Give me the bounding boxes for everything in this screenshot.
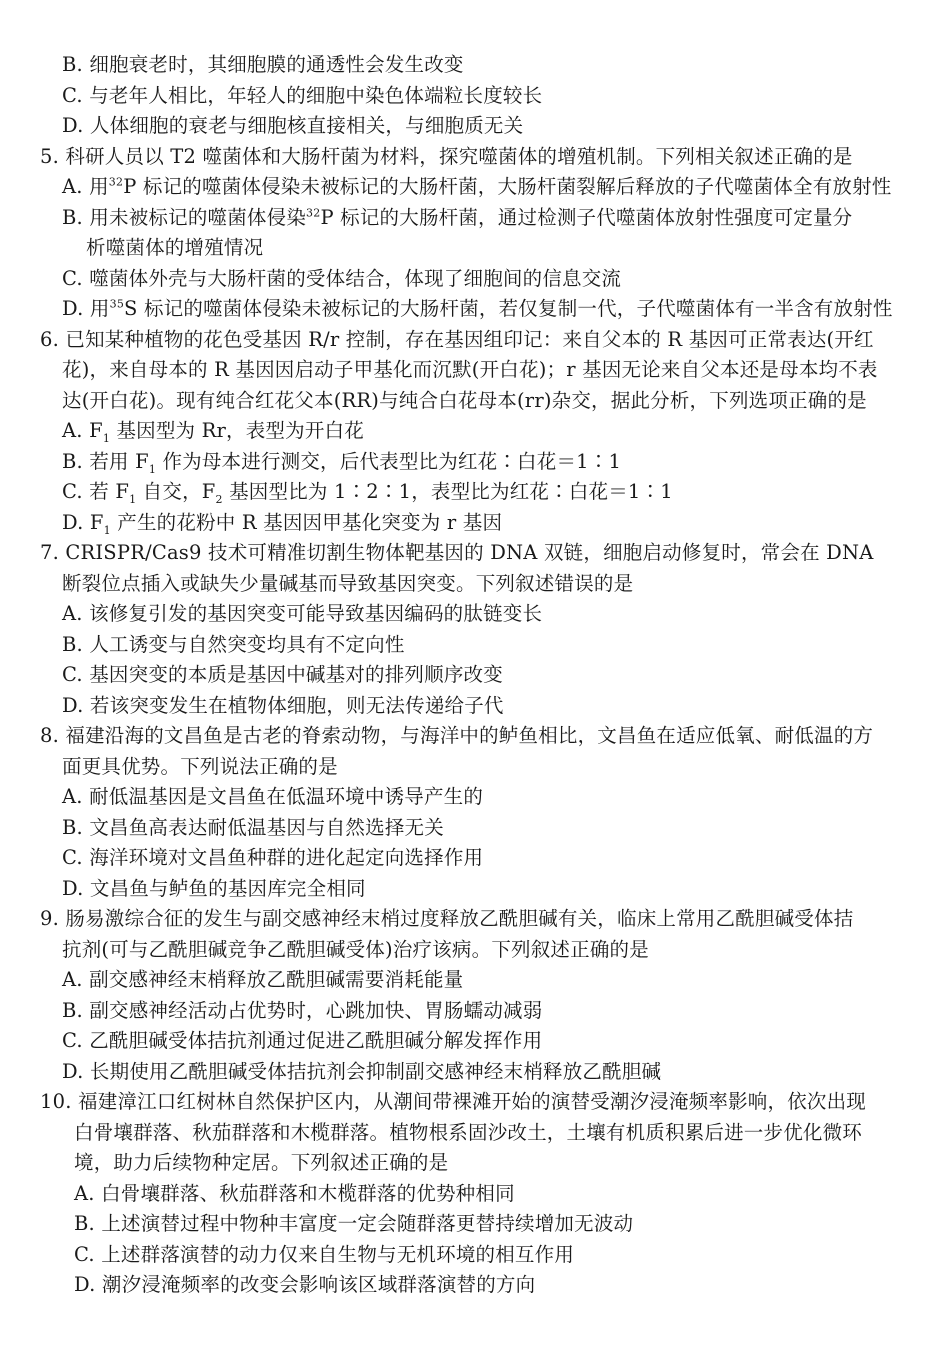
q9-stem-2: 抗剂(可与乙酰胆碱竞争乙酰胆碱受体)治疗该病。下列叙述正确的是	[62, 938, 649, 961]
q10-option-b: B. 上述演替过程中物种丰富度一定会随群落更替持续增加无波动	[74, 1212, 634, 1235]
q9-stem-1: 9. 肠易激综合征的发生与副交感神经末梢过度释放乙酰胆碱有关，临床上常用乙酰胆碱受体拮	[40, 907, 854, 930]
q9-option-d: D. 长期使用乙酰胆碱受体拮抗剂会抑制副交感神经末梢释放乙酰胆碱	[62, 1060, 662, 1083]
q6-option-c-sub1: 1	[129, 492, 137, 506]
q6-option-a-pre: A. F	[62, 419, 103, 442]
q5-option-a-pre: A. 用	[62, 175, 109, 198]
q6-stem-2: 花)，来自母本的 R 基因因启动子甲基化而沉默(开白花)；r 基因无论来自父本还是母本均不表	[62, 358, 878, 381]
prev-option-c: C. 与老年人相比，年轻人的细胞中染色体端粒长度较长	[62, 84, 543, 107]
q6-option-a	[62, 416, 364, 446]
q5-option-d	[62, 294, 893, 324]
q8-option-b: B. 文昌鱼高表达耐低温基因与自然选择无关	[62, 816, 444, 839]
q8-stem-2: 面更具优势。下列说法正确的是	[62, 755, 338, 778]
q10-stem-2: 白骨壤群落、秋茄群落和木榄群落。植物根系固沙改土，土壤有机质积累后进一步优化微环	[74, 1121, 863, 1144]
q7-option-d: D. 若该突变发生在植物体细胞，则无法传递给子代	[62, 694, 504, 717]
q6-option-d-sub: 1	[103, 523, 111, 537]
q5-option-b-sup: 32	[306, 206, 321, 220]
prev-option-b: B. 细胞衰老时，其细胞膜的通透性会发生改变	[62, 53, 464, 76]
q6-option-b-sub: 1	[148, 462, 157, 476]
q8-option-c: C. 海洋环境对文昌鱼种群的进化起定向选择作用	[62, 846, 484, 869]
q6-option-c-pre: C. 若 F	[62, 480, 130, 503]
q6-option-c-mid: 自交，F	[136, 480, 216, 503]
q10-stem-3: 境，助力后续物种定居。下列叙述正确的是	[74, 1151, 449, 1174]
q5-option-a	[62, 172, 892, 202]
q5-option-b-pre: B. 用未被标记的噬菌体侵染	[62, 206, 307, 229]
q5-stem: 5. 科研人员以 T2 噬菌体和大肠杆菌为材料，探究噬菌体的增殖机制。下列相关叙述正确的是	[40, 145, 853, 168]
q6-option-d-post: 产生的花粉中 R 基因因甲基化突变为 r 基因	[110, 511, 503, 534]
q6-option-b-pre: B. 若用 F	[62, 450, 149, 473]
q5-option-d-post: S 标记的噬菌体侵染未被标记的大肠杆菌，若仅复制一代，子代噬菌体有一半含有放射性	[124, 297, 893, 320]
q6-option-c-sub2: 2	[215, 492, 223, 506]
q8-stem-1: 8. 福建沿海的文昌鱼是古老的脊索动物，与海洋中的鲈鱼相比，文昌鱼在适应低氧、耐低温的方	[40, 724, 874, 747]
q5-option-b-post: P 标记的大肠杆菌，通过检测子代噬菌体放射性强度可定量分	[320, 206, 853, 229]
q6-option-b	[62, 447, 621, 477]
q9-option-b: B. 副交感神经活动占优势时，心跳加快、胃肠蠕动减弱	[62, 999, 543, 1022]
q7-option-b: B. 人工诱变与自然突变均具有不定向性	[62, 633, 405, 656]
q9-option-a: A. 副交感神经末梢释放乙酰胆碱需要消耗能量	[62, 968, 464, 991]
q5-option-a-post: P 标记的噬菌体侵染未被标记的大肠杆菌，大肠杆菌裂解后释放的子代噬菌体全有放射性	[123, 175, 892, 198]
q7-option-a: A. 该修复引发的基因突变可能导致基因编码的肽链变长	[62, 602, 543, 625]
q7-stem-2: 断裂位点插入或缺失少量碱基而导致基因突变。下列叙述错误的是	[62, 572, 634, 595]
q10-stem-1: 10. 福建漳江口红树林自然保护区内，从潮间带裸滩开始的演替受潮汐浸淹频率影响，依次出现	[40, 1090, 867, 1113]
q5-option-b	[62, 203, 852, 233]
q9-option-c: C. 乙酰胆碱受体拮抗剂通过促进乙酰胆碱分解发挥作用	[62, 1029, 543, 1052]
q6-stem-1: 6. 已知某种植物的花色受基因 R/r 控制，存在基因组印记：来自父本的 R 基因可正常表达(开红	[40, 328, 874, 351]
q7-option-c: C. 基因突变的本质是基因中碱基对的排列顺序改变	[62, 663, 503, 686]
q5-option-c: C. 噬菌体外壳与大肠杆菌的受体结合，体现了细胞间的信息交流	[62, 267, 622, 290]
q5-option-b-cont: 析噬菌体的增殖情况	[86, 236, 264, 259]
q10-option-d: D. 潮汐浸淹频率的改变会影响该区域群落演替的方向	[74, 1273, 536, 1296]
q6-option-d-pre: D. F	[62, 511, 104, 534]
prev-option-d: D. 人体细胞的衰老与细胞核直接相关，与细胞质无关	[62, 114, 524, 137]
q6-option-c-post: 基因型比为 1∶2∶1，表型比为红花∶白花＝1∶1	[222, 480, 673, 503]
q8-option-d: D. 文昌鱼与鲈鱼的基因库完全相同	[62, 877, 366, 900]
q5-option-a-sup: 32	[108, 175, 124, 189]
q6-option-a-sub: 1	[102, 431, 111, 445]
q6-option-d	[62, 508, 502, 538]
q7-stem-1: 7. CRISPR/Cas9 技术可精准切割生物体靶基因的 DNA 双链，细胞启动修复时，常会在 DNA	[40, 541, 874, 564]
q5-option-d-pre: D. 用	[62, 297, 110, 320]
q6-option-b-post: 作为母本进行测交，后代表型比为红花∶白花＝1∶1	[156, 450, 622, 473]
q10-option-a: A. 白骨壤群落、秋茄群落和木榄群落的优势种相同	[74, 1182, 515, 1205]
q5-option-d-sup: 35	[109, 297, 125, 311]
q6-stem-3: 达(开白花)。现有纯合红花父本(RR)与纯合白花母本(rr)杂交，据此分析，下列选项正确的是	[62, 389, 867, 412]
q6-option-a-post: 基因型为 Rr，表型为开白花	[110, 419, 364, 442]
q10-option-c: C. 上述群落演替的动力仅来自生物与无机环境的相互作用	[74, 1243, 575, 1266]
q6-option-c	[62, 477, 673, 507]
q8-option-a: A. 耐低温基因是文昌鱼在低温环境中诱导产生的	[62, 785, 484, 808]
